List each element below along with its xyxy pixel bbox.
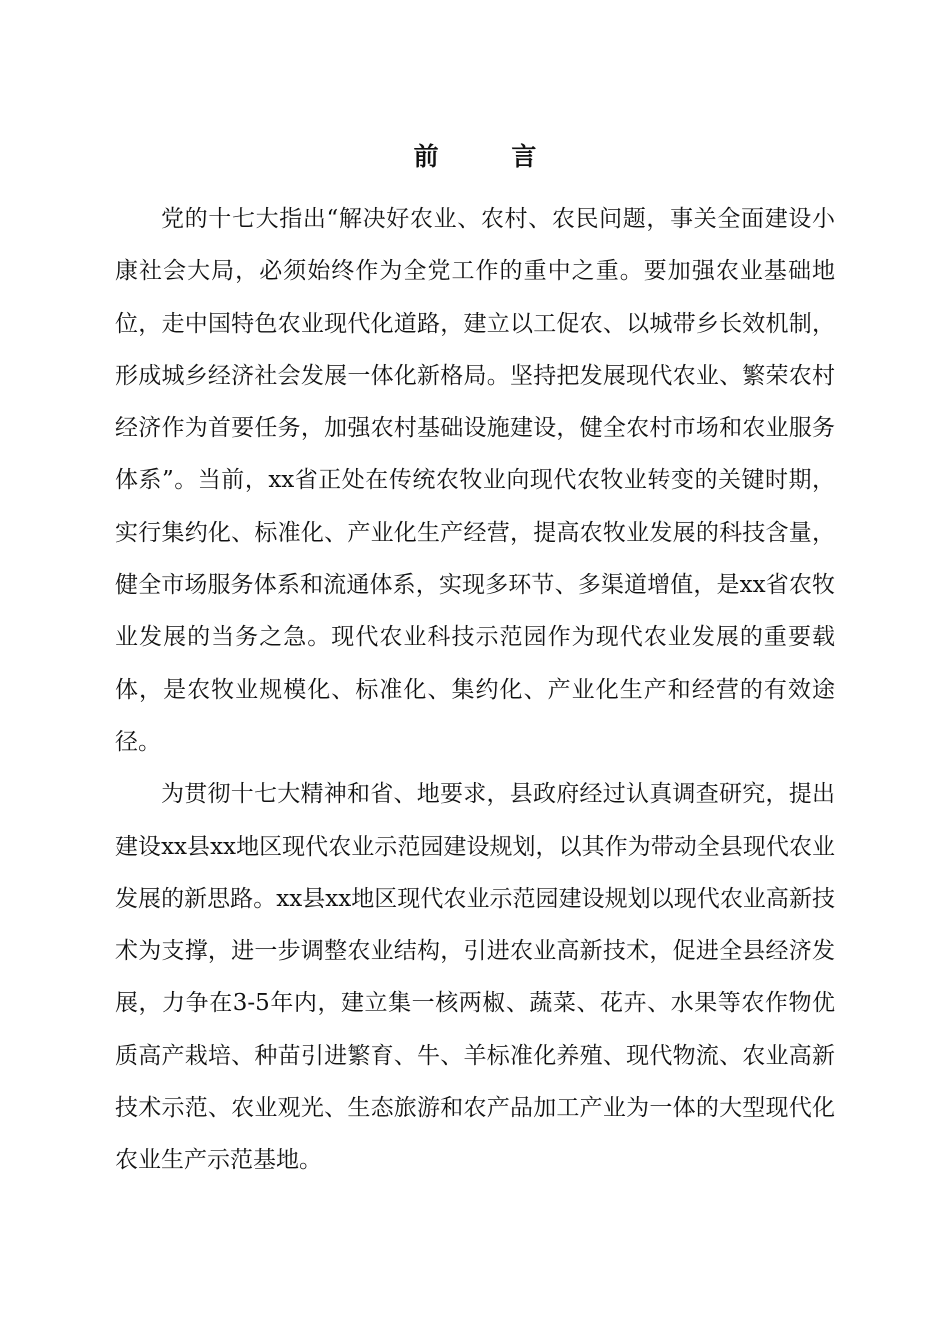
- paragraph-2: 为贯彻十七大精神和省、地要求，县政府经过认真调查研究，提出建设xx县xx地区现代农业示范园建设规划，以其作为带动全县现代农业发展的新思路。xx县xx地区现代农业示范园建设规划以现代农业高新技术为支撑，进一步调整农业结构，引进农业高新技术，促进全县经济发展，力争在3-5年内，建立集一核两椒、蔬菜、花卉、水果等农作物优质高产栽培、种苗引进繁育、牛、羊标准化养殖、现代物流、农业高新技术示范、农业观光、生态旅游和农产品加工产业为一体的大型现代化农业生产示范基地。: [115, 781, 835, 1174]
- document-body: [115, 193, 835, 1187]
- paragraph-1: 党的十七大指出“解决好农业、农村、农民问题，事关全面建设小康社会大局，必须始终作为全党工作的重中之重。要加强农业基础地位，走中国特色农业现代化道路，建立以工促农、以城带乡长效机制，形成城乡经济社会发展一体化新格局。坚持把发展现代农业、繁荣农村经济作为首要任务，加强农村基础设施建设，健全农村市场和农业服务体系”。当前，xx省正处在传统农牧业向现代农牧业转变的关键时期，实行集约化、标准化、产业化生产经营，提高农牧业发展的科技含量，健全市场服务体系和流通体系，实现多环节、多渠道增值，是xx省农牧业发展的当务之急。现代农业科技示范园作为现代农业发展的重要载体，是农牧业规模化、标准化、集约化、产业化生产和经营的有效途径。: [115, 206, 835, 755]
- page-title: 前 言: [413, 142, 569, 171]
